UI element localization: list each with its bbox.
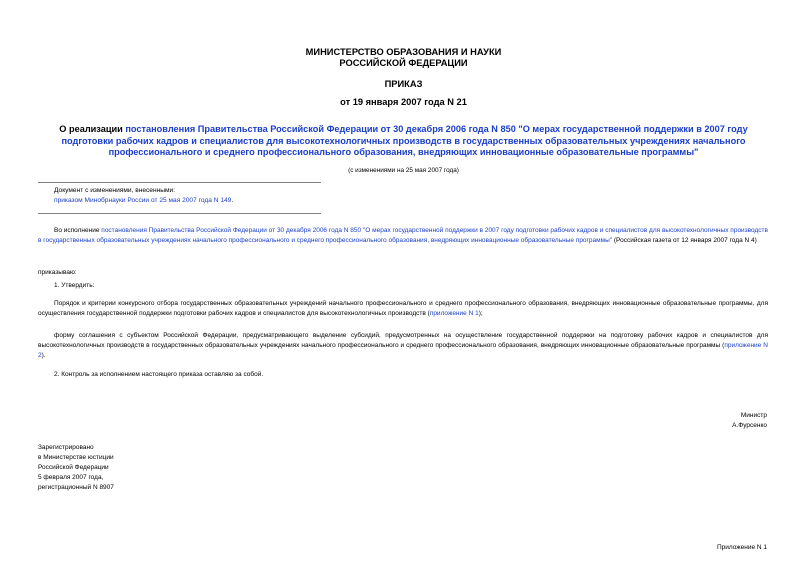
- item-1b-suffix: ).: [41, 352, 46, 359]
- changes-note: (с изменениями на 25 мая 2007 года): [348, 167, 459, 174]
- amendments-label: Документ с изменениями, внесенными:: [54, 187, 176, 194]
- document-type: ПРИКАЗ: [384, 79, 423, 89]
- registration-line-3: Российской Федерации: [38, 464, 109, 471]
- registration-line-5: регистрационный N 8907: [38, 484, 114, 491]
- signature-name: А.Фурсенко: [732, 422, 767, 429]
- document-date-number: от 19 января 2007 года N 21: [340, 97, 467, 107]
- preamble-paragraph: [38, 226, 768, 246]
- amendments-line: [54, 196, 233, 206]
- amendments-suffix: .: [231, 197, 234, 204]
- item-2: 2. Контроль за исполнением настоящего приказа оставляю за собой.: [54, 371, 264, 378]
- ministry-line-1: МИНИСТЕРСТВО ОБРАЗОВАНИЯ И НАУКИ: [305, 47, 502, 57]
- item-1b-paragraph: [38, 331, 768, 361]
- preamble-suffix: (Российская газета от 12 января 2007 года N 4): [612, 237, 757, 244]
- amendments-link[interactable]: приказом Минобрнауки России от 25 мая 2007 года N 149: [54, 197, 232, 204]
- order-word: приказываю:: [38, 269, 77, 276]
- item-1: 1. Утвердить:: [54, 282, 95, 289]
- registration-line-4: 5 февраля 2007 года,: [38, 474, 104, 481]
- item-1b-text: форму соглашения с субъектом Российской Федерации, предусматривающего выделение субсидий, предусмотренных на осуществление государственной поддержки на подготовку рабочих кадров и специалистов для высокотехнологичных производств в государственных образовательных учреждениях начального профессионального и среднего профессионального образования, внедряющих инновационные образовательные программы (: [38, 332, 768, 349]
- appendix-1-link[interactable]: приложение N 1: [429, 310, 479, 317]
- preamble-prefix: Во исполнение: [54, 227, 102, 234]
- ministry-name: [0, 47, 807, 69]
- registration-line-1: Зарегистрировано: [38, 444, 94, 451]
- document-title: [36, 124, 771, 159]
- title-resolution-link[interactable]: постановления Правительства Российской Федерации от 30 декабря 2006 года N 850 "О мерах государственной поддержки в 2007 году подготовки рабочих кадров и специалистов для высокотехнологичных производств в государственных образовательных учреждениях начального профессионального и среднего профессионального образования, внедряющих инновационные образовательные программы": [61, 124, 748, 157]
- preamble-resolution-link[interactable]: постановления Правительства Российской Федерации от 30 декабря 2006 года N 850 "О мерах государственной поддержки в 2007 году подготовки рабочих кадров и специалистов для высокотехнологичных производств в государственных образовательных учреждениях начального профессионального и среднего профессионального образования, внедряющих инновационные образовательные программы": [38, 227, 768, 244]
- amendments-note: [54, 186, 233, 206]
- item-1a-paragraph: [38, 299, 768, 319]
- signature-position: Министр: [740, 412, 767, 419]
- ministry-line-2: РОССИЙСКОЙ ФЕДЕРАЦИИ: [339, 58, 468, 68]
- note-bottom-rule: [38, 213, 321, 214]
- registration-block: [38, 443, 114, 493]
- registration-line-2: в Министерстве юстиции: [38, 454, 114, 461]
- item-1a-suffix: );: [478, 310, 483, 317]
- title-prefix: О реализации: [59, 124, 126, 134]
- appendix-label: Приложение N 1: [716, 544, 767, 551]
- appendix-2-link[interactable]: приложение N 2: [38, 342, 768, 359]
- item-1a-text: Порядок и критерии конкурсного отбора государственных образовательных учреждений начального профессионального и среднего профессионального образования, внедряющих инновационные образовательные программы, для осуществления государственной поддержки подготовки рабочих кадров и специалистов для высокотехнологичных производств (: [38, 300, 768, 317]
- note-top-rule: [38, 182, 321, 183]
